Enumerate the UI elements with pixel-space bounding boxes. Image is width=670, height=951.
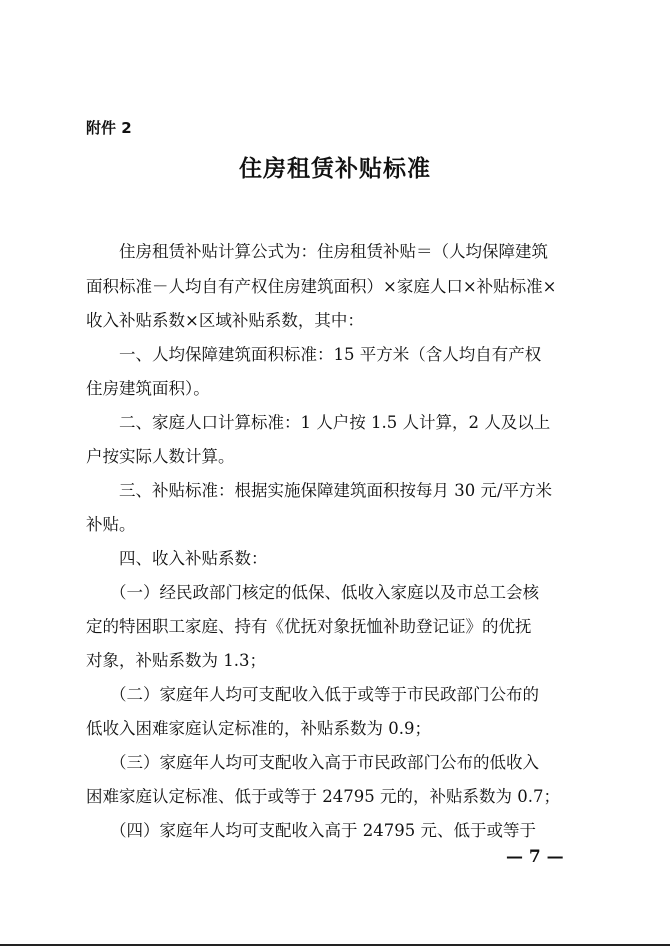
paragraph-line: 一、人均保障建筑面积标准：15 平方米（含人均自有产权 — [119, 345, 542, 364]
paragraph-line: 户按实际人数计算。 — [86, 447, 235, 466]
paragraph-line: 对象，补贴系数为 1.3； — [86, 651, 266, 670]
paragraph-line: 面积标准－人均自有产权住房建筑面积）×家庭人口×补贴标准× — [86, 277, 557, 296]
paragraph-line: 二、家庭人口计算标准：1 人户按 1.5 人计算，2 人及以上 — [119, 413, 551, 432]
attachment-label: 附件 2 — [86, 119, 132, 137]
paragraph-line: 住房建筑面积）。 — [86, 379, 210, 398]
paragraph-line: 三、补贴标准：根据实施保障建筑面积按每月 30 元/平方米 — [119, 481, 553, 500]
paragraph-line: （三）家庭年人均可支配收入高于市民政部门公布的低收入 — [110, 753, 539, 772]
paragraph-line: 四、收入补贴系数： — [119, 549, 268, 568]
paragraph-line: （一）经民政部门核定的低保、低收入家庭以及市总工会核 — [110, 583, 539, 602]
paragraph-line: （二）家庭年人均可支配收入低于或等于市民政部门公布的 — [110, 685, 539, 704]
paragraph-line: 收入补贴系数×区域补贴系数，其中： — [86, 311, 364, 330]
page-number: — 7 — — [506, 847, 564, 867]
paragraph-line: （四）家庭年人均可支配收入高于 24795 元、低于或等于 — [110, 821, 536, 840]
paragraph-line: 住房租赁补贴计算公式为：住房租赁补贴＝（人均保障建筑 — [119, 242, 548, 261]
page-title: 住房租赁补贴标准 — [239, 156, 431, 182]
paragraph-line: 定的特困职工家庭、持有《优抚对象抚恤补助登记证》的优抚 — [86, 617, 532, 636]
paragraph-line: 困难家庭认定标准、低于或等于 24795 元的，补贴系数为 0.7； — [86, 787, 560, 806]
paragraph-line: 补贴。 — [86, 515, 136, 534]
paragraph-line: 低收入困难家庭认定标准的，补贴系数为 0.9； — [86, 719, 431, 738]
bottom-edge-line — [0, 944, 670, 946]
